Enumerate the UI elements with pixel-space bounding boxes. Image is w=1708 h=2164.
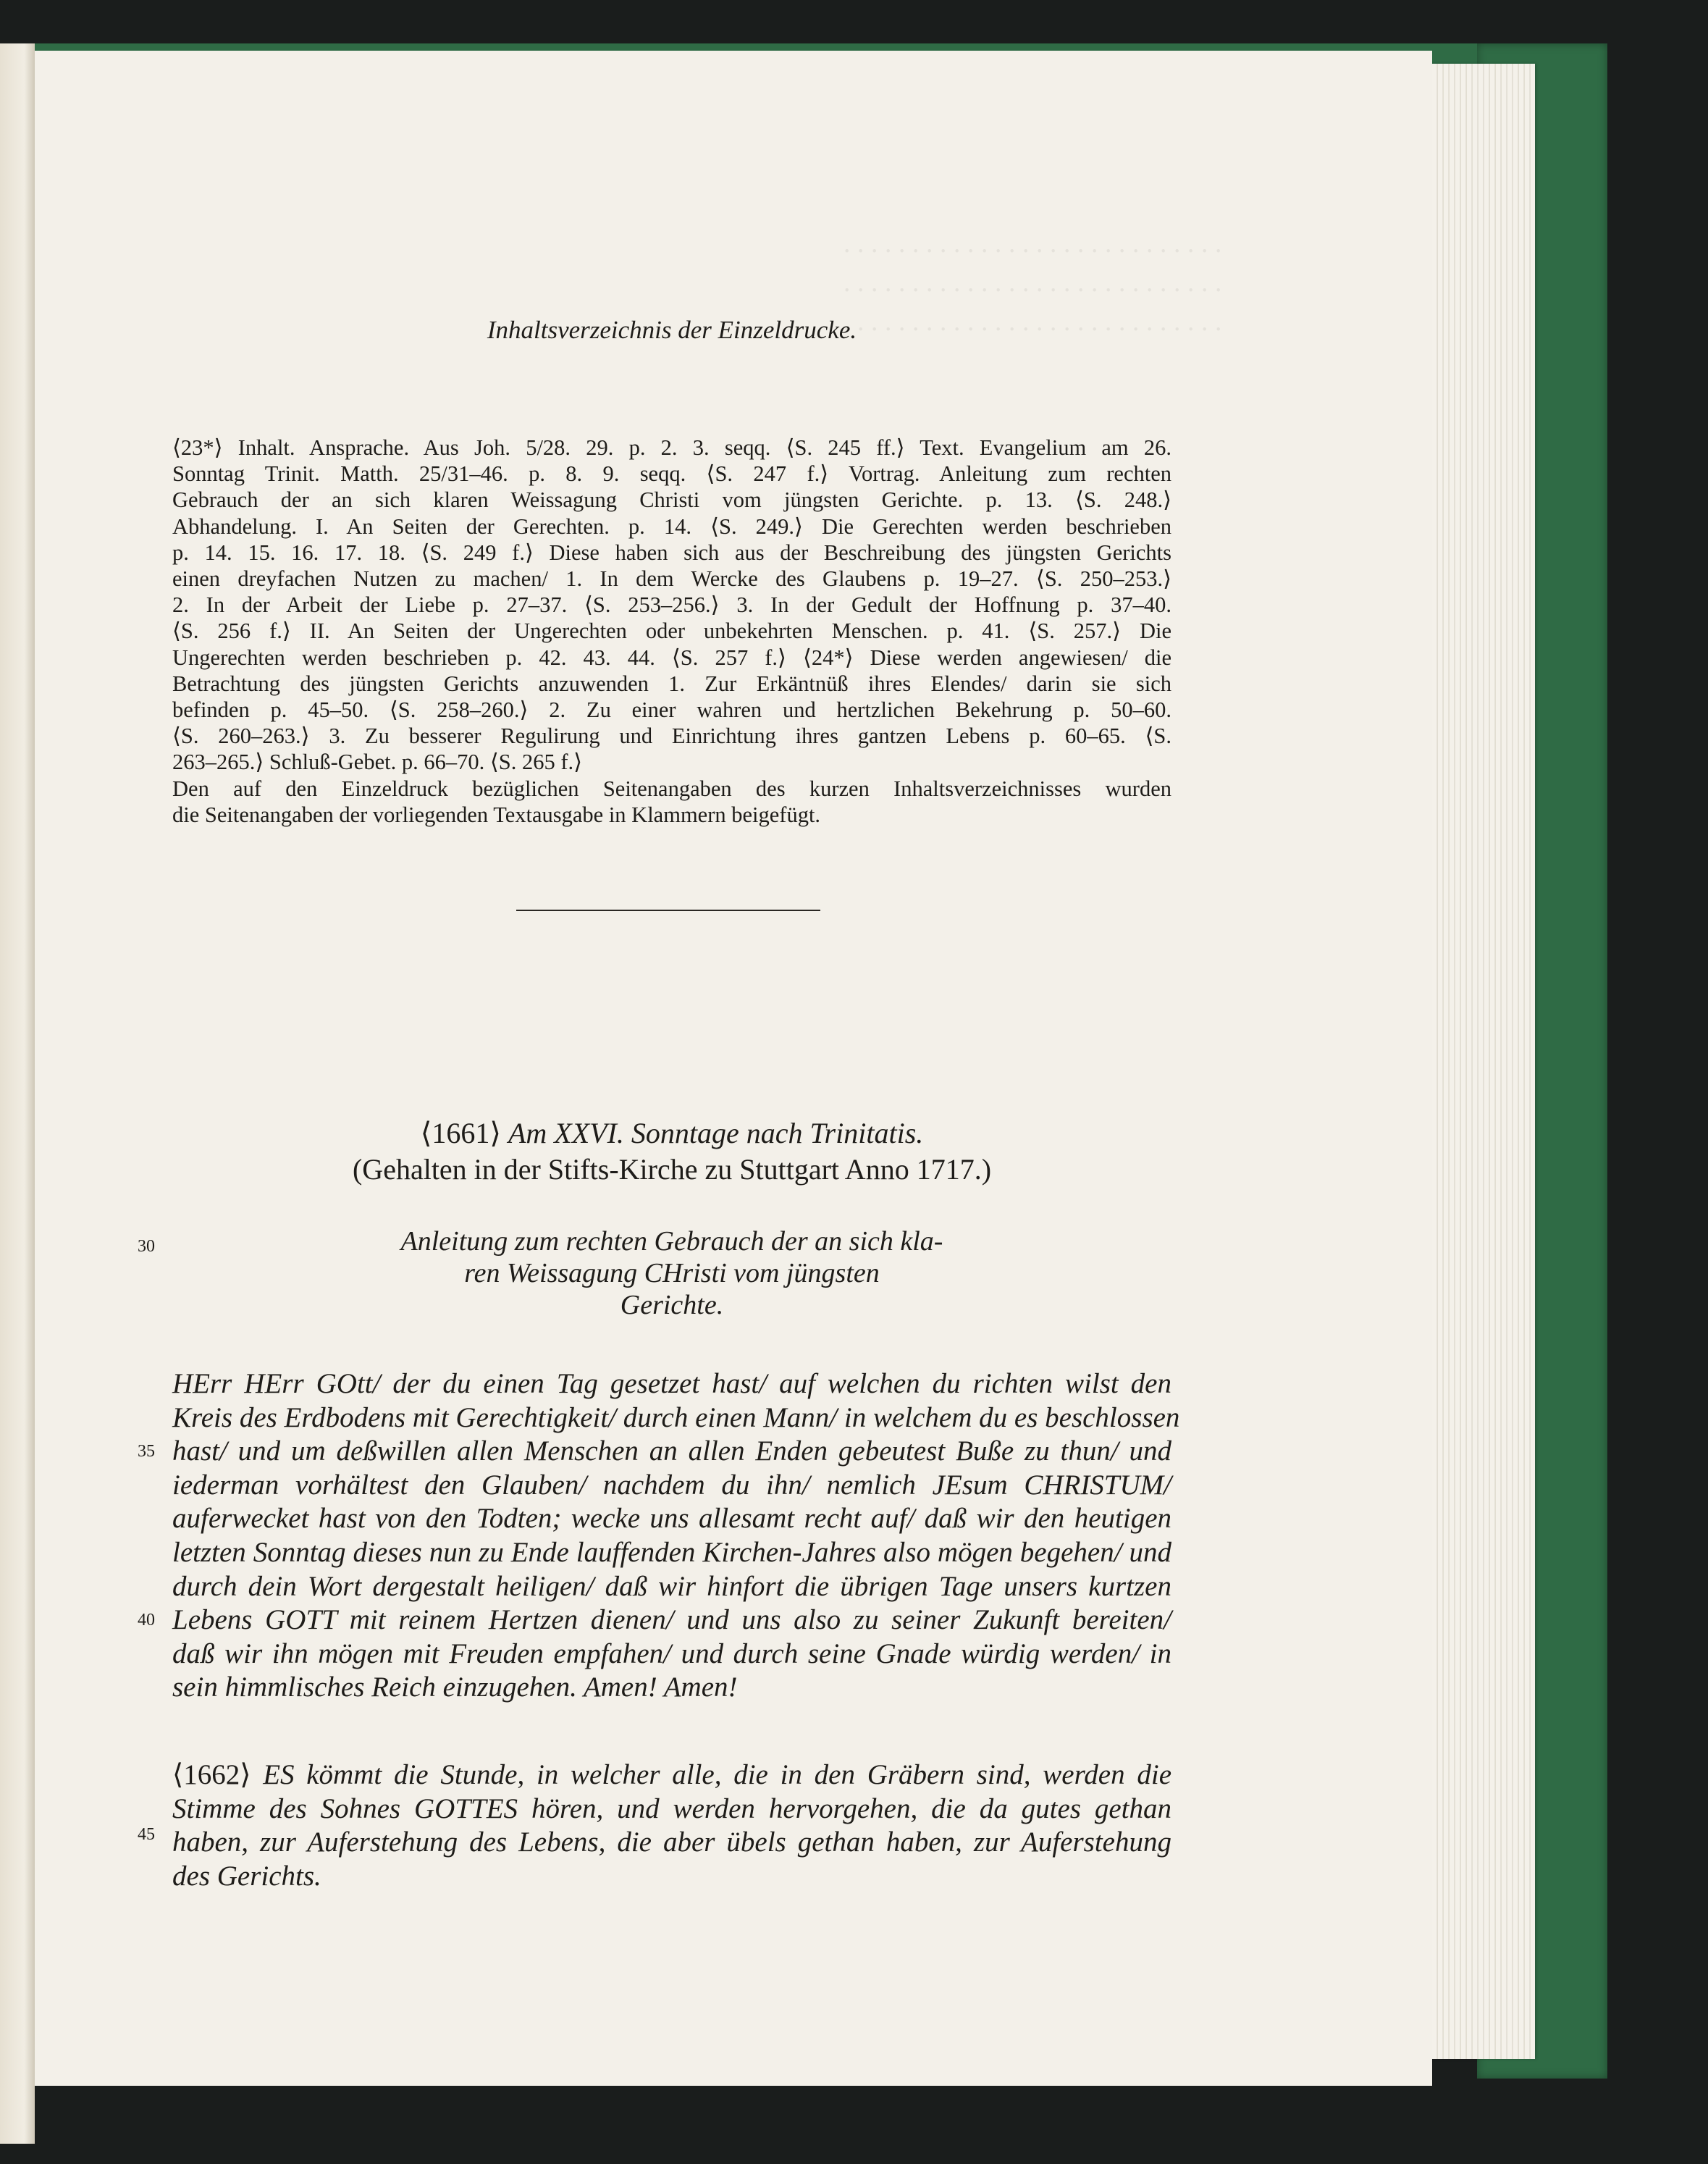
toc-note-line: Den auf den Einzeldruck bezüglichen Seitenangaben des kurzen Inhaltsverzeichnisses wurden [172, 776, 1171, 801]
prayer-line: hast/ und um deßwillen allen Menschen an allen Enden gebeutest Buße zu thun/ und [172, 1435, 1171, 1467]
text-number: ⟨1662⟩ [172, 1759, 251, 1790]
toc-note-line: die Seitenangaben der vorliegenden Textausgabe in Klammern beigefügt. [172, 802, 821, 827]
left-page-edge [0, 43, 35, 2144]
toc-line: Ungerechten werden beschrieben p. 42. 43. 44. ⟨S. 257 f.⟩ ⟨24*⟩ Diese werden angewiesen/ die [172, 645, 1171, 670]
line-number: 30 [138, 1237, 155, 1256]
sermon-heading-line: Gerichte. [620, 1290, 724, 1320]
sermon-heading-line: ren Weissagung CHristi vom jüngsten [464, 1258, 880, 1288]
opening-prayer [172, 1367, 1180, 1705]
toc-line: Gebrauch der an sich klaren Weissagung Christi vom jüngsten Gerichte. p. 13. ⟨S. 248.⟩ [172, 487, 1171, 513]
sermon-heading-line: Anleitung zum rechten Gebrauch der an sich kla- [400, 1226, 943, 1257]
toc-line: Abhandelung. I. An Seiten der Gerechten. p. 14. ⟨S. 249.⟩ Die Gerechten werden beschrieben [172, 513, 1171, 539]
sermon-occasion: (Gehalten in der Stifts-Kirche zu Stuttgart Anno 1717.) [352, 1153, 992, 1186]
prayer-line: letzten Sonntag dieses nun zu Ende lauffenden Kirchen-Jahres also mögen begehen/ und [172, 1536, 1171, 1568]
sermon-heading [368, 1225, 976, 1321]
toc-line: Sonntag Trinit. Matth. 25/31–46. p. 8. 9. seqq. ⟨S. 247 f.⟩ Vortrag. Anleitung zum rechten [172, 461, 1171, 487]
sermon-title-text: Am XXVI. Sonntage nach Trinitatis. [508, 1117, 924, 1149]
toc-line: 263–265.⟩ Schluß-Gebet. p. 66–70. ⟨S. 265 f.⟩ [172, 750, 583, 775]
section-divider [516, 910, 820, 911]
toc-line: einen dreyfachen Nutzen zu machen/ 1. In dem Wercke des Glaubens p. 19–27. ⟨S. 250–253.⟩ [172, 566, 1171, 592]
sermon-title [172, 1115, 1171, 1188]
sermon-number: ⟨1661⟩ [420, 1117, 501, 1149]
toc-line: ⟨S. 256 f.⟩ II. An Seiten der Ungerechten oder unbekehrten Menschen. p. 41. ⟨S. 257.⟩ Die [172, 618, 1171, 644]
scripture-line: haben, zur Auferstehung des Lebens, die aber übels gethan haben, zur Auferstehung [172, 1827, 1171, 1858]
line-number: 35 [138, 1442, 155, 1461]
line-number: 40 [138, 1611, 155, 1630]
page-block-edge [1426, 64, 1535, 2059]
toc-heading: Inhaltsverzeichnis der Einzeldrucke. [487, 316, 857, 344]
toc-line: p. 14. 15. 16. 17. 18. ⟨S. 249 f.⟩ Diese haben sich aus der Beschreibung des jüngsten Gerichts [172, 540, 1171, 565]
scripture-line: des Gerichts. [172, 1860, 321, 1892]
prayer-line: durch dein Wort dergestalt heiligen/ daß wir hinfort die übrigen Tage unsers kurtzen [172, 1570, 1171, 1602]
toc-line: ⟨S. 260–263.⟩ 3. Zu besserer Regulirung und Einrichtung ihres gantzen Lebens p. 60–65. ⟨S. [172, 724, 1171, 749]
scripture-line-text: ES kömmt die Stunde, in welcher alle, die in den Gräbern sind, werden die [263, 1759, 1172, 1790]
line-number: 45 [138, 1825, 155, 1844]
scripture-line [172, 1758, 1171, 1792]
toc-line: befinden p. 45–50. ⟨S. 258–260.⟩ 2. Zu einer wahren und hertzlichen Bekehrung p. 50–60. [172, 697, 1171, 723]
prayer-line: HErr HErr GOtt/ der du einen Tag gesetzet hast/ auf welchen du richten wilst den [172, 1368, 1171, 1399]
scripture-text [172, 1758, 1171, 1893]
toc-line: 2. In der Arbeit der Liebe p. 27–37. ⟨S. 253–256.⟩ 3. In der Gedult der Hoffnung p. 37–40. [172, 592, 1171, 618]
prayer-line: sein himmlisches Reich einzugehen. Amen! Amen! [172, 1672, 738, 1703]
prayer-line: Lebens GOTT mit reinem Hertzen dienen/ und uns also zu seiner Zukunft bereiten/ [172, 1604, 1171, 1636]
toc-body [172, 435, 1171, 828]
scripture-line: Stimme des Sohnes GOTTES hören, und werden hervorgehen, die da gutes gethan [172, 1792, 1171, 1824]
toc-line: ⟨23*⟩ Inhalt. Ansprache. Aus Joh. 5/28. 29. p. 2. 3. seqq. ⟨S. 245 ff.⟩ Text. Evangelium am 26. [172, 435, 1171, 460]
prayer-line: daß wir ihn mögen mit Freuden empfahen/ und durch seine Gnade würdig werden/ in [172, 1637, 1171, 1669]
bleed-through-texture: · · · · · · · · · · · · · · · · · · · · · · · · · · · · · · · · · · · · · · · · · · · · · · · · · · · · · · · · · · · · · · · · · · · · · · · · · · · · · · · · · · · · [844, 236, 1222, 345]
toc-line: Betrachtung des jüngsten Gerichts anzuwenden 1. Zur Erkäntnüß ihres Elendes/ darin sie sich [172, 671, 1171, 696]
book-page [35, 51, 1432, 2086]
prayer-line: Kreis des Erdbodens mit Gerechtigkeit/ durch einen Mann/ in welchem du es beschlossen [172, 1401, 1180, 1433]
prayer-line: auferwecket hast von den Todten; wecke uns allesamt recht auf/ daß wir den heutigen [172, 1503, 1171, 1535]
prayer-line: iederman vorhältest den Glauben/ nachdem du ihn/ nemlich JEsum CHRISTUM/ [172, 1469, 1171, 1501]
